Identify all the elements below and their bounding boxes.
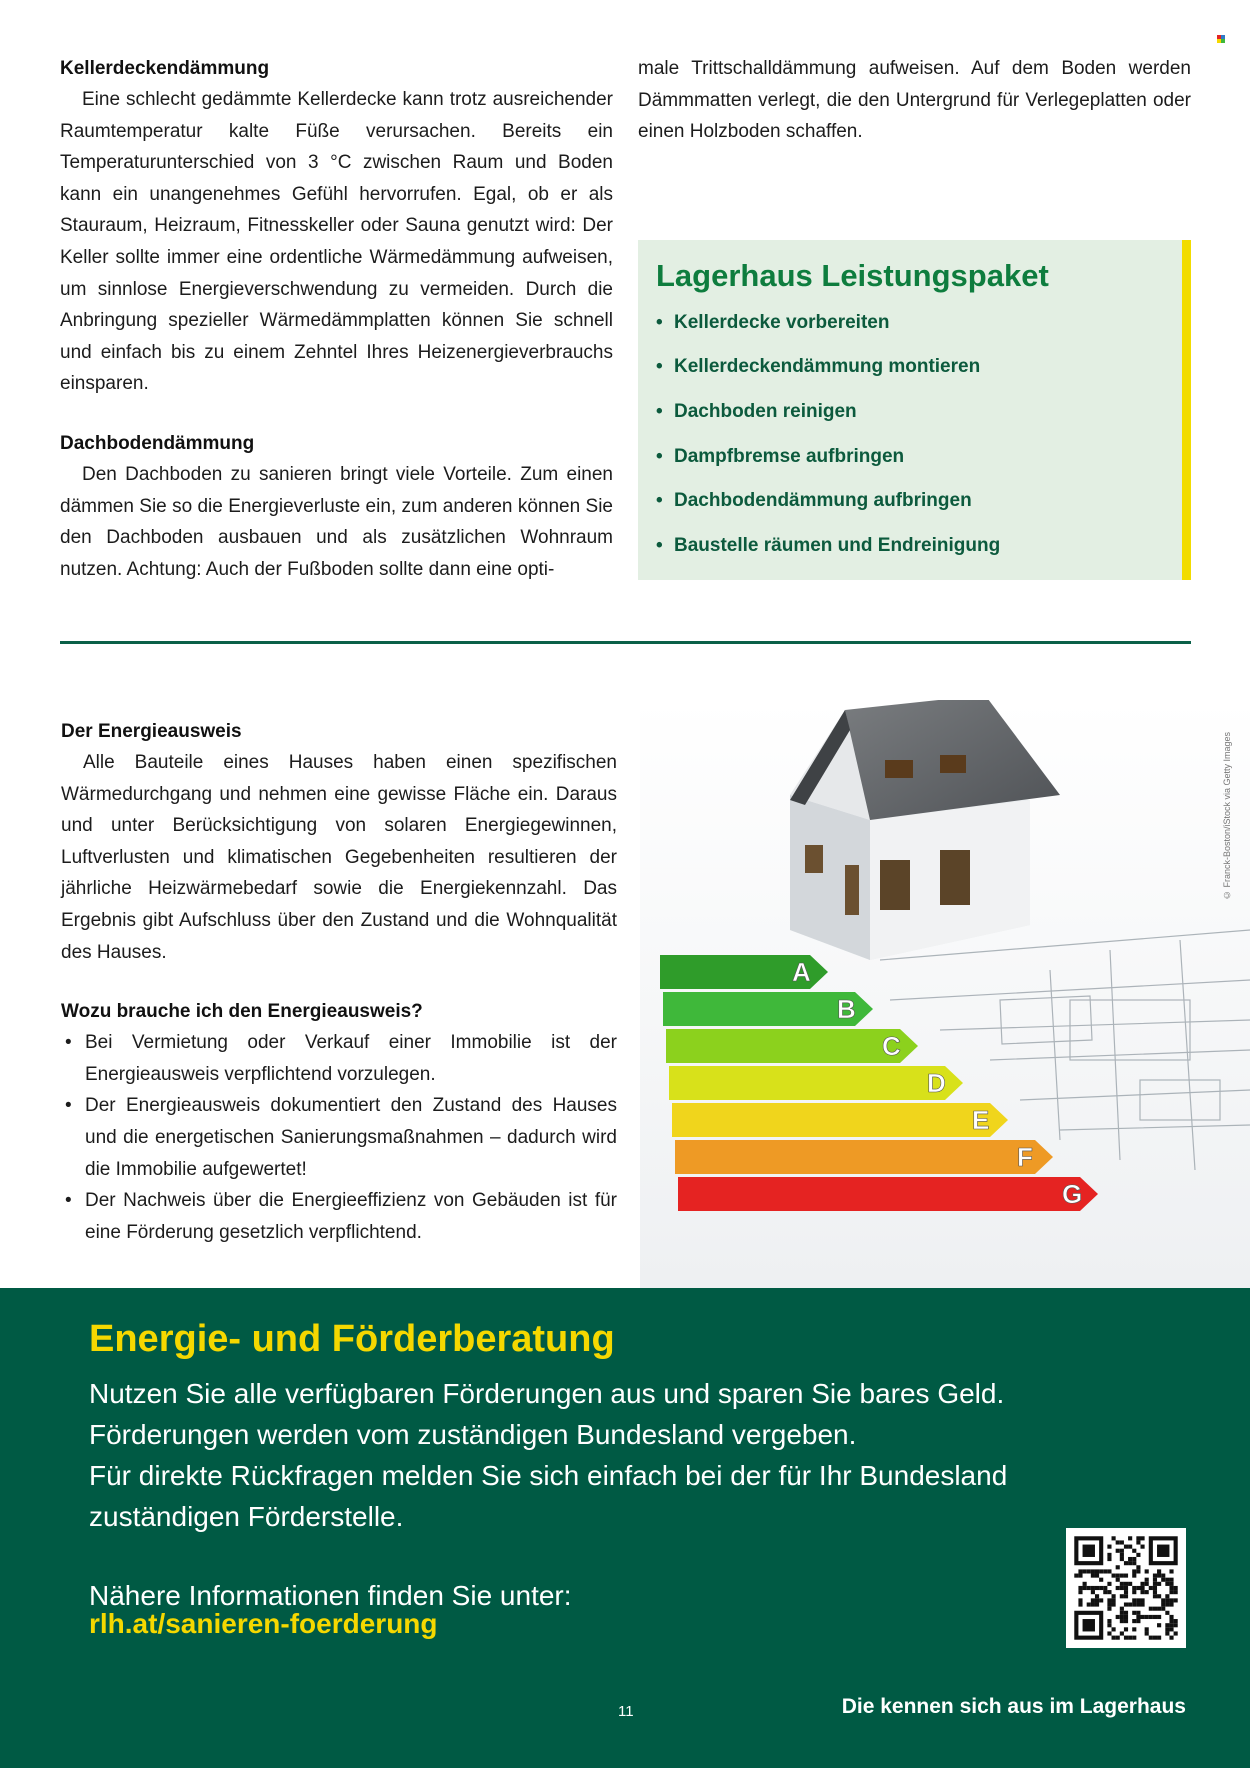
qr-code-icon[interactable] xyxy=(1066,1528,1186,1648)
energy-class-bar-e xyxy=(672,1103,1008,1137)
dach-heading: Dachbodendämmung xyxy=(60,432,255,454)
bullet-icon: • xyxy=(656,535,663,556)
bullet-icon: • xyxy=(656,356,663,377)
package-title: Lagerhaus Leistungspaket xyxy=(656,258,1049,293)
banner-line: zuständigen Förderstelle. xyxy=(89,1501,404,1532)
banner-line: Für direkte Rückfragen melden Sie sich einfach bei der für Ihr Bundesland xyxy=(89,1460,1008,1491)
foerderung-link[interactable]: rlh.at/sanieren-foerderung xyxy=(89,1608,438,1639)
bullet-icon: • xyxy=(656,401,663,422)
banner-line: Förderungen werden vom zuständigen Bundesland vergeben. xyxy=(89,1419,857,1450)
ausweis-body: Alle Bauteile eines Hauses haben einen spezifischen Wärmedurchgang und nehmen eine gewisse Fläche ein. Daraus und unter Berücksichtigung von solaren Energiegewinnen, Luftverlusten und klimatischen Gegebenheiten resultieren der jährliche Heizwärmebedarf sowie die Energiekennzahl. Das Ergebnis gibt Aufschluss über den Zustand und die Wohnqualität des Hauses. xyxy=(61,752,617,963)
energy-class-bar-d xyxy=(669,1066,963,1100)
bullet-icon: • xyxy=(656,490,663,511)
bullet-icon: • xyxy=(65,1095,72,1117)
slogan: Die kennen sich aus im Lagerhaus xyxy=(841,1695,1186,1718)
bullet-icon: • xyxy=(656,312,663,333)
package-item: • Dachbodendämmung aufbringen xyxy=(656,490,972,511)
list-item: • Der Energieausweis dokumentiert den Zustand des Hauses und die energetischen Sanierungsmaßnahmen – dadurch wird die Immobilie aufgewertet! xyxy=(61,1090,617,1185)
foerderberatung-banner xyxy=(0,1288,1250,1768)
dach-body-part2: male Trittschalldämmung aufweisen. Auf dem Boden werden Dämmmatten verlegt, die den Untergrund für Verlegeplatten oder einen Holzboden schaffen. xyxy=(638,58,1191,143)
energy-house-illustration xyxy=(640,700,1250,1288)
photo-credit: © Franck-Boston/iStock via Getty Images xyxy=(1222,731,1232,900)
energy-class-label: A xyxy=(792,957,811,987)
package-item: • Baustelle räumen und Endreinigung xyxy=(656,535,1001,556)
energy-class-bar-g xyxy=(678,1177,1098,1211)
why-heading: Wozu brauche ich den Energieausweis? xyxy=(61,1001,423,1023)
package-item: • Dampfbremse aufbringen xyxy=(656,446,905,467)
list-item: • Bei Vermietung oder Verkauf einer Immobilie ist der Energieausweis verpflichtend vorzulegen. xyxy=(61,1027,617,1090)
bullet-icon: • xyxy=(65,1032,72,1054)
package-item: • Dachboden reinigen xyxy=(656,401,857,422)
keller-heading: Kellerdeckendämmung xyxy=(60,58,270,79)
banner-title: Energie- und Förderberatung xyxy=(89,1318,615,1360)
dach-body-part1: Den Dachboden zu sanieren bringt viele Vorteile. Zum einen dämmen Sie so die Energieverluste ein, zum anderen können Sie den Dachboden ausbauen und als zusätzlichen Wohnraum nutzen. Achtung: Auch der Fußboden sollte dann eine opti- xyxy=(60,463,613,580)
energy-class-bar-f xyxy=(675,1140,1053,1174)
package-item: • Kellerdecke vorbereiten xyxy=(656,312,890,333)
left-column xyxy=(60,53,613,585)
energy-class-label: E xyxy=(972,1105,990,1135)
section-divider xyxy=(60,641,1191,644)
page-number: 11 xyxy=(618,1703,634,1720)
energy-class-label: B xyxy=(837,994,856,1024)
bullet-icon: • xyxy=(656,446,663,467)
energy-class-bar-c xyxy=(666,1029,918,1063)
energy-class-label: D xyxy=(927,1068,946,1098)
energy-class-label: G xyxy=(1062,1179,1083,1209)
keller-body: Eine schlecht gedämmte Kellerdecke kann trotz ausreichender Raumtemperatur kalte Füße verursachen. Bereits ein Temperaturunterschied von 3 °C zwischen Raum und Boden kann ein unangenehmes Gefühl hervorrufen. Egal, ob er als Stauraum, Heizraum, Fitnesskeller oder Sauna genutzt wird: Der Keller sollte immer eine ordentliche Wärmedämmung aufweisen, um sinnlose Energieverschwendung zu vermeiden. Durch die Anbringung spezieller Wärmedämmplatten können Sie schnell und einfach bis zu einem Zehntel Ihres Heizenergieverbrauchs einsparen. xyxy=(60,89,613,395)
package-item: • Kellerdeckendämmung montieren xyxy=(656,356,981,377)
banner-info: Nähere Informationen finden Sie unter: xyxy=(89,1580,572,1611)
energy-class-label: C xyxy=(882,1031,901,1061)
color-mark-icon xyxy=(1217,35,1227,43)
energy-class-label: F xyxy=(1017,1142,1033,1172)
banner-line: Nutzen Sie alle verfügbaren Förderungen aus und sparen Sie bares Geld. xyxy=(89,1378,1005,1409)
list-item: • Der Nachweis über die Energieeffizienz von Gebäuden ist für eine Förderung gesetzlich verpflichtend. xyxy=(61,1185,617,1248)
bullet-icon: • xyxy=(65,1190,72,1212)
right-column xyxy=(638,53,1191,148)
leistungspaket-box xyxy=(638,240,1191,580)
energieausweis-section xyxy=(61,716,617,1248)
ausweis-heading: Der Energieausweis xyxy=(61,721,242,742)
